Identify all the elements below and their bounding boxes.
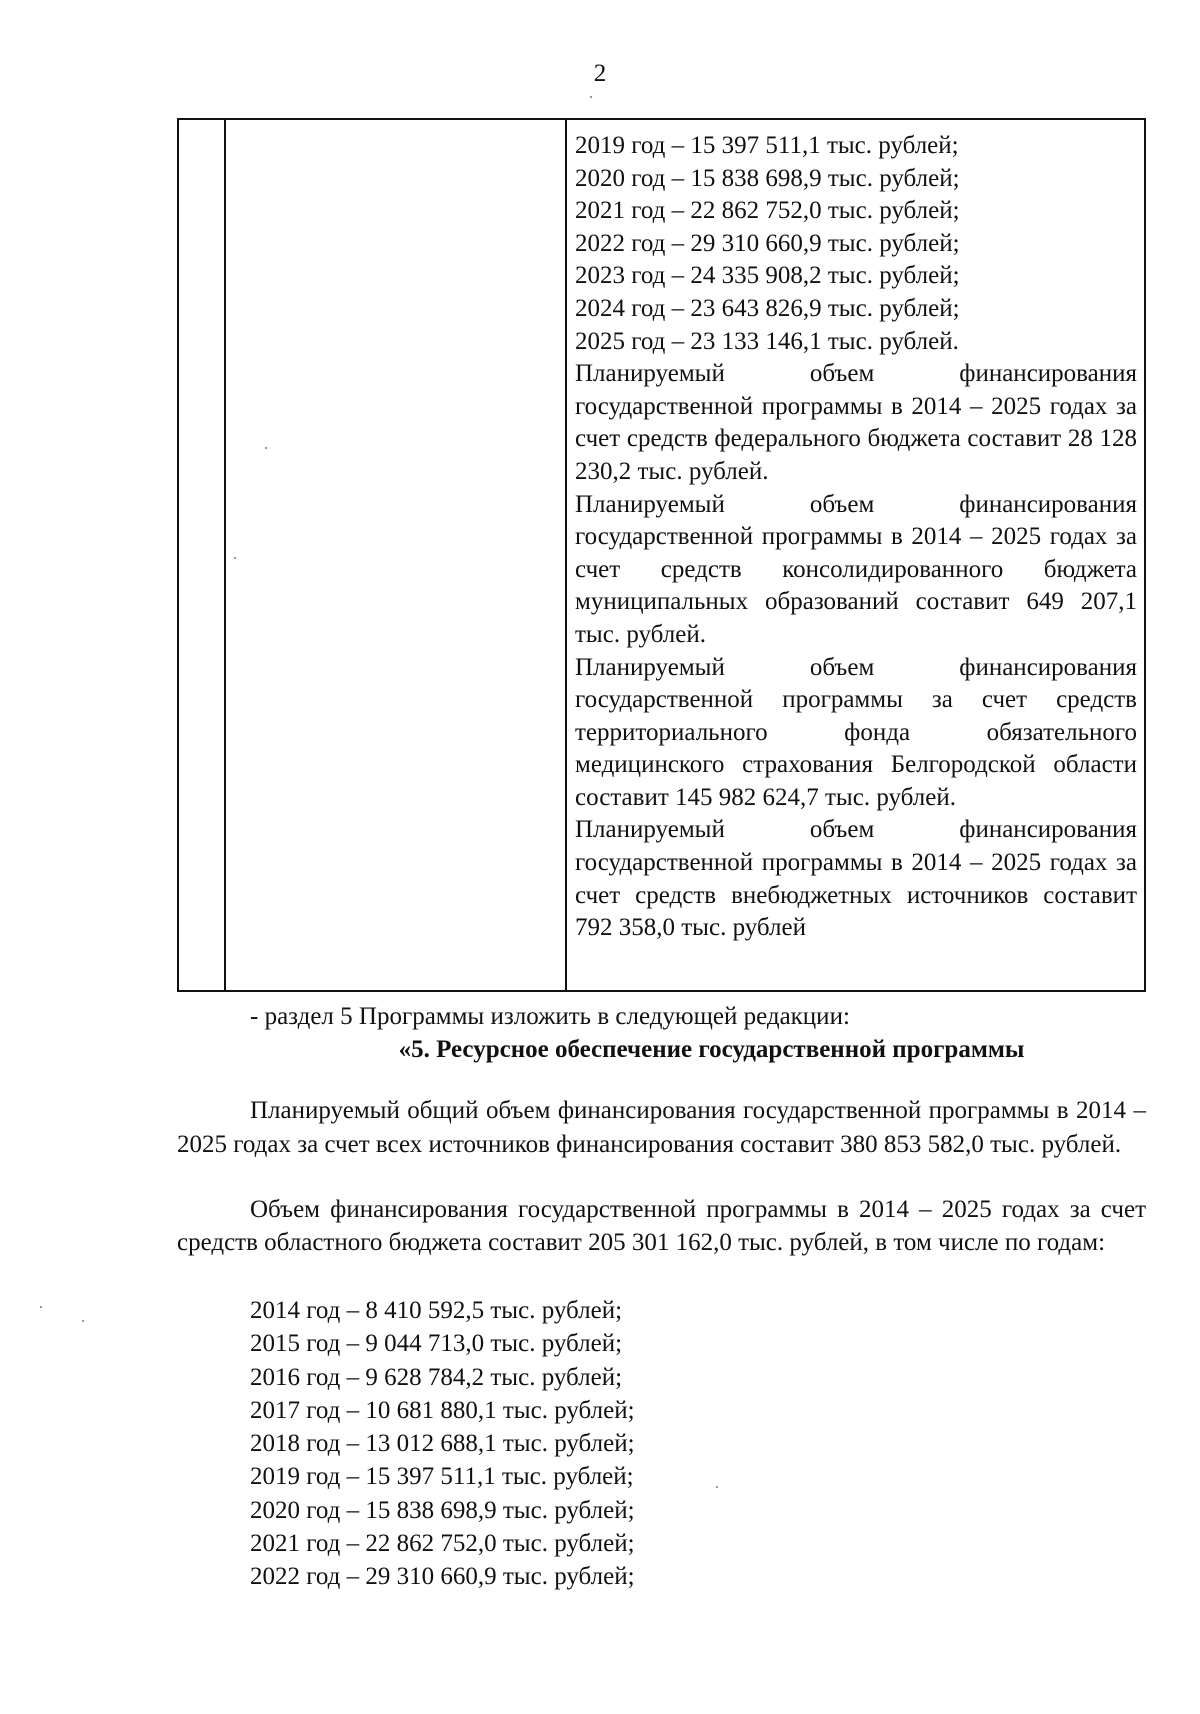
year-list-item: 2018 год – 13 012 688,1 тыс. рублей; bbox=[250, 1430, 635, 1458]
table-year-line: 2025 год – 23 133 146,1 тыс. рублей. bbox=[575, 327, 959, 355]
table-paragraph-extrabudgetary: Планируемый объем финансирования государственной программы в 2014 – 2025 годах за счет средств внебюджетных источников составит 792 358,0 тыс. рублей bbox=[575, 816, 1137, 942]
scan-speck bbox=[40, 1306, 42, 1308]
scan-speck bbox=[716, 1486, 718, 1488]
scan-speck bbox=[234, 557, 236, 559]
page-number: 2 bbox=[593, 60, 607, 87]
table-year-line: 2024 год – 23 643 826,9 тыс. рублей; bbox=[575, 294, 960, 322]
year-list-item: 2020 год – 15 838 698,9 тыс. рублей; bbox=[250, 1496, 635, 1524]
section-heading: «5. Ресурсное обеспечение государственной программы bbox=[398, 1036, 1025, 1063]
scan-speck bbox=[82, 1320, 84, 1322]
scan-speck bbox=[265, 447, 267, 449]
year-list-item: 2021 год – 22 862 752,0 тыс. рублей; bbox=[250, 1530, 635, 1558]
table-year-line: 2020 год – 15 838 698,9 тыс. рублей; bbox=[575, 164, 960, 192]
table-column-divider-2 bbox=[565, 120, 567, 990]
year-list-item: 2016 год – 9 628 784,2 тыс. рублей; bbox=[250, 1363, 623, 1391]
year-list bbox=[250, 1294, 635, 1594]
table-paragraph-insurance-fund: Планируемый объем финансирования государственной программы за счет средств территориального фонда обязательного медицинского страхования Белгородской области составит 145 982 624,7 тыс. рублей. bbox=[575, 653, 1137, 811]
table-year-line: 2019 год – 15 397 511,1 тыс. рублей; bbox=[575, 132, 959, 159]
table-year-line: 2022 год – 29 310 660,9 тыс. рублей; bbox=[575, 229, 960, 257]
funding-table bbox=[177, 118, 1146, 992]
table-year-line: 2023 год – 24 335 908,2 тыс. рублей; bbox=[575, 262, 960, 290]
table-paragraph-federal: Планируемый объем финансирования государственной программы в 2014 – 2025 годах за счет средств федерального бюджета составит 28 128 230,2 тыс. рублей. bbox=[575, 360, 1137, 485]
table-paragraph-municipal: Планируемый объем финансирования государственной программы в 2014 – 2025 годах за счет средств консолидированного бюджета муниципальных образований составит 649 207,1 тыс. рублей. bbox=[575, 490, 1137, 648]
body-paragraph-total: Планируемый общий объем финансирования государственной программы в 2014 – 2025 годах за счет всех источников финансирования составит 380 853 582,0 тыс. рублей. bbox=[177, 1097, 1146, 1158]
intro-line: - раздел 5 Программы изложить в следующей редакции: bbox=[250, 1003, 850, 1030]
table-cell-funding bbox=[575, 130, 1137, 945]
year-list-item: 2015 год – 9 044 713,0 тыс. рублей; bbox=[250, 1330, 623, 1358]
year-list-item: 2017 год – 10 681 880,1 тыс. рублей; bbox=[250, 1396, 635, 1424]
scan-speck bbox=[590, 96, 592, 98]
table-year-line: 2021 год – 22 862 752,0 тыс. рублей; bbox=[575, 197, 960, 225]
year-list-item: 2014 год – 8 410 592,5 тыс. рублей; bbox=[250, 1297, 623, 1324]
year-list-item: 2022 год – 29 310 660,9 тыс. рублей; bbox=[250, 1563, 635, 1591]
body-paragraph-regional: Объем финансирования государственной программы в 2014 – 2025 годах за счет средств областного бюджета составит 205 301 162,0 тыс. рублей, в том числе по годам: bbox=[177, 1196, 1146, 1256]
year-list-item: 2019 год – 15 397 511,1 тыс. рублей; bbox=[250, 1463, 634, 1491]
table-column-divider-1 bbox=[224, 120, 226, 990]
